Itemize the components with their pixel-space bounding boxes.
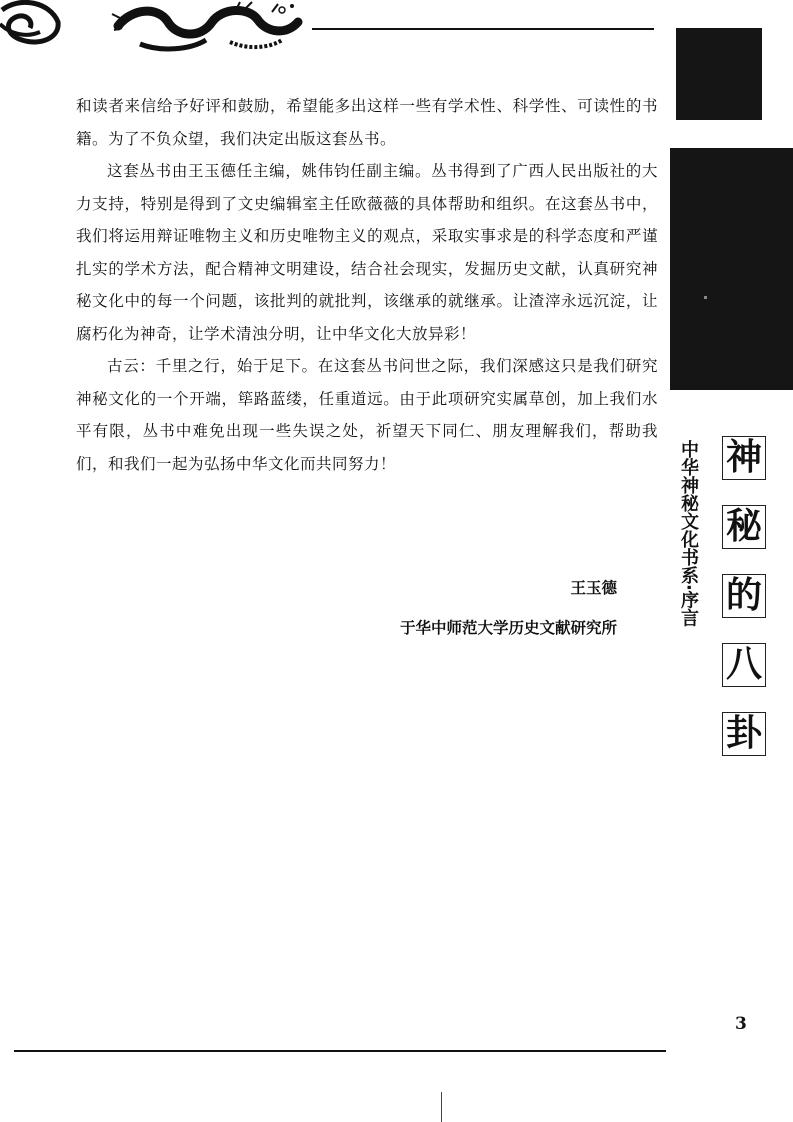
gutter-mark	[441, 1092, 442, 1122]
author-name: 王玉德	[570, 579, 617, 597]
signature-block	[400, 568, 617, 648]
margin-block-large	[670, 148, 793, 390]
book-title-char: 八	[722, 643, 766, 687]
body-text	[76, 90, 658, 480]
speck	[704, 296, 707, 299]
paragraph-2: 这套丛书由王玉德任主编，姚伟钧任副主编。丛书得到了广西人民出版社的大力支持，特别是得到了文史编辑室主任欧薇薇的具体帮助和组织。在这套丛书中，我们将运用辩证唯物主义和历史唯物主义的观点，采取实事求是的科学态度和严谨扎实的学术方法，配合精神文明建设，结合社会现实，发掘历史文献，认真研究神秘文化中的每一个问题，该批判的就批判，该继承的就继承。让渣滓永远沉淀，让腐朽化为神奇，让学术清浊分明，让中华文化大放异彩！	[76, 162, 658, 343]
footer-rule	[14, 1050, 666, 1052]
series-label: 中华神秘文化书系·序言	[678, 440, 699, 627]
dragon-ornament-icon	[0, 0, 320, 60]
book-title-char: 的	[722, 574, 766, 618]
paragraph-3: 古云：千里之行，始于足下。在这套丛书问世之际，我们深感这只是我们研究神秘文化的一个开端，筚路蓝缕，任重道远。由于此项研究实属草创，加上我们水平有限，丛书中难免出现一些失误之处，祈望天下同仁、朋友理解我们，帮助我们，和我们一起为弘扬中华文化而共同努力！	[76, 357, 658, 473]
margin-block-top	[676, 28, 762, 120]
book-title-char: 卦	[722, 712, 766, 756]
book-title-char: 神	[722, 436, 766, 480]
page-number: 3	[735, 1014, 747, 1034]
author-affiliation: 于华中师范大学历史文献研究所	[399, 619, 617, 637]
header-rule	[312, 28, 654, 30]
book-title-char: 秘	[722, 505, 766, 549]
paragraph-1: 和读者来信给予好评和鼓励，希望能多出这样一些有学术性、科学性、可读性的书籍。为了不负众望，我们决定出版这套丛书。	[76, 97, 658, 148]
book-title	[722, 436, 770, 781]
